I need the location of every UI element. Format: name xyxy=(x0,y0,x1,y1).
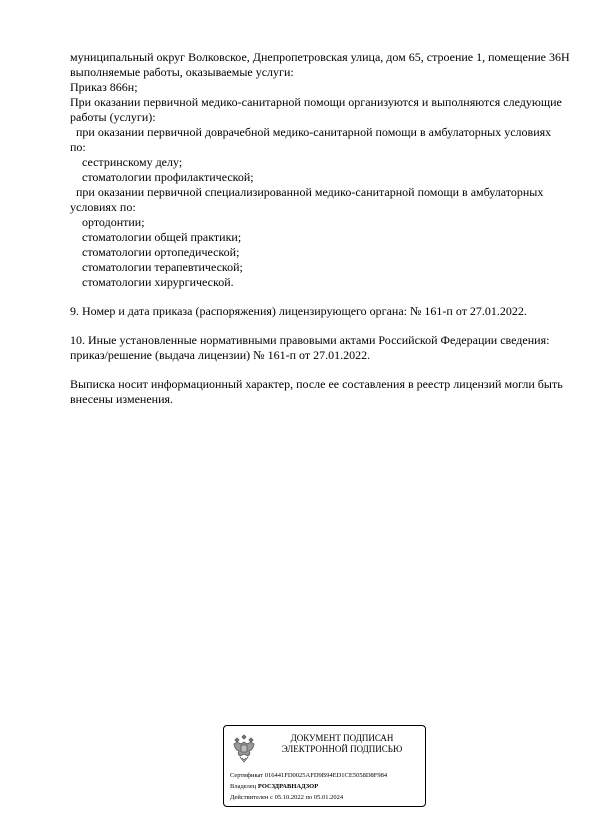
text-line: стоматологии профилактической; xyxy=(70,170,254,184)
text-line: стоматологии общей практики; xyxy=(70,230,242,244)
text-line: ортодонтии; xyxy=(70,215,145,229)
text-line: При оказании первичной медико-санитарной помощи организуются и выполняются следующие xyxy=(70,95,562,109)
stamp-title-line: ЭЛЕКТРОННОЙ ПОДПИСЬЮ xyxy=(281,744,403,754)
text-line: приказ/решение (выдача лицензии) № 161-п от 27.01.2022. xyxy=(70,348,371,362)
owner-row xyxy=(230,781,387,792)
coat-of-arms-icon xyxy=(231,732,257,764)
text-line: Выписка носит информационный характер, после ее составления в реестр лицензий могли быть xyxy=(70,377,563,391)
stamp-info xyxy=(230,770,387,803)
text-line: сестринскому делу; xyxy=(70,155,183,169)
document-body xyxy=(70,50,570,407)
text-line: стоматологии ортопедической; xyxy=(70,245,240,259)
owner-label: Владелец xyxy=(230,783,257,790)
text-line: внесены изменения. xyxy=(70,392,174,406)
services-block xyxy=(70,50,570,290)
certificate-value: 016441FD0025AFD9B94ED1CE5058D8F984 xyxy=(264,772,388,779)
text-line: условиях по: xyxy=(70,200,136,214)
text-line: стоматологии хирургической. xyxy=(70,275,234,289)
text-line: 10. Иные установленные нормативными правовыми актами Российской Федерации сведения: xyxy=(70,333,550,347)
text-line: стоматологии терапевтической; xyxy=(70,260,243,274)
electronic-signature-stamp xyxy=(223,725,426,807)
disclaimer-note xyxy=(70,377,570,407)
stamp-title xyxy=(262,733,422,755)
stamp-title-line: ДОКУМЕНТ ПОДПИСАН xyxy=(290,733,394,743)
text-line: при оказании первичной специализированной медико-санитарной помощи в амбулаторных xyxy=(70,185,544,199)
text-line: муниципальный округ Волковское, Днепропетровская улица, дом 65, строение 1, помещение 36Н xyxy=(70,50,570,64)
text-line: при оказании первичной доврачебной медико-санитарной помощи в амбулаторных условиях xyxy=(70,125,552,139)
item-10-other-info xyxy=(70,333,570,363)
validity-row: Действителен с 05.10.2022 по 05.01.2024 xyxy=(230,794,344,801)
text-line: работы (услуги): xyxy=(70,110,156,124)
certificate-label: Сертификат xyxy=(230,772,264,779)
text-line: по: xyxy=(70,140,86,154)
item-9-order-number: 9. Номер и дата приказа (распоряжения) лицензирующего органа: № 161-п от 27.01.2022. xyxy=(70,304,527,318)
text-line: Приказ 866н; xyxy=(70,80,138,94)
text-line: выполняемые работы, оказываемые услуги: xyxy=(70,65,294,79)
owner-value: РОСЗДРАВНАДЗОР xyxy=(257,783,319,790)
certificate-row xyxy=(230,770,387,781)
